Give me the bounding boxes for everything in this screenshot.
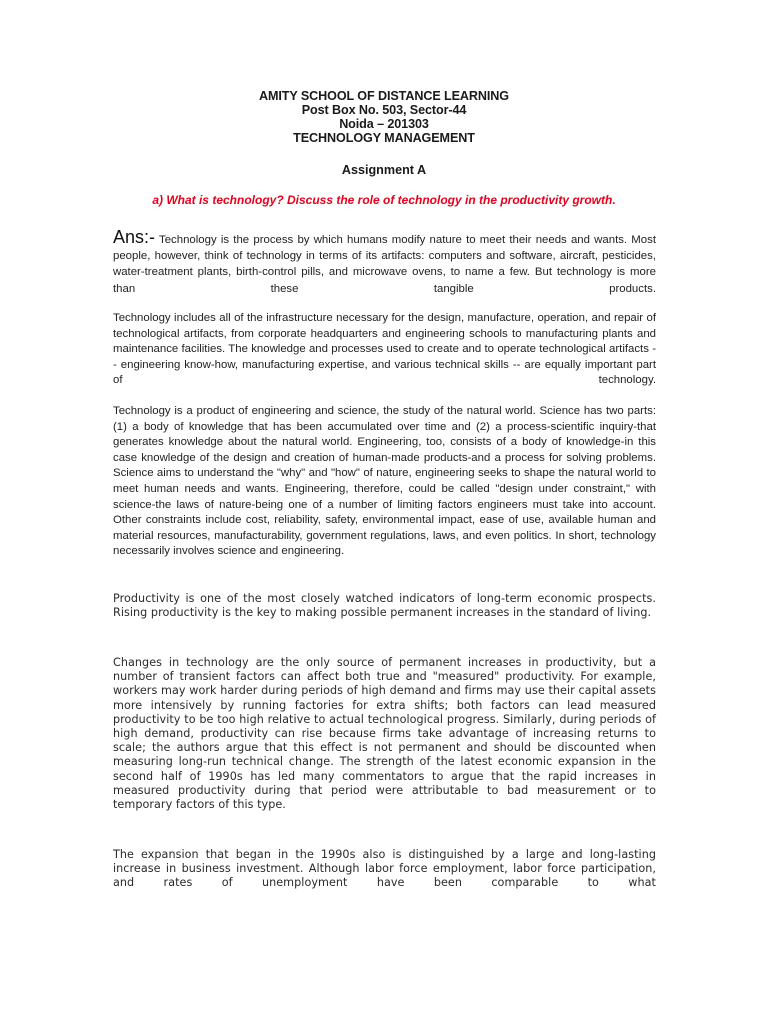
school-name: AMITY SCHOOL OF DISTANCE LEARNING (259, 89, 509, 103)
school-city: Noida – 201303 (339, 117, 429, 131)
assignment-title: Assignment A (341, 163, 427, 177)
answer-paragraph-5: Changes in technology are the only source of permanent increases in productivity, but a number of transient factors can affect both true and "measured" productivity. For example, workers may work harder during periods of high demand and firms may use their capital assets more intensively by running factories for extra shifts; both factors can lead measured productivity to be too high relative to actual technological progress. Similarly, during periods of high demand, productivity can rise because firms take advantage of increasing returns to scale; the authors argue that this effect is not permanent and should be discounted when measuring long-run technical change. The strength of the latest economic expansion in the second half of 1990s has led many commentators to argue that the rapid increases in measured productivity during that period were attributable to bad measurement or to temporary factors of this type. (113, 656, 656, 812)
answer-paragraph-2: Technology includes all of the infrastructure necessary for the design, manufacture, operation, and repair of technological artifacts, from corporate headquarters and engineering schools to manufacturing plants and maintenance facilities. The knowledge and processes used to create and to operate technological artifacts -- engineering know-how, manufacturing expertise, and various technical skills -- are equally important part of technology. (113, 312, 656, 387)
question-text: a) What is technology? Discuss the role of technology in the productivity growth. (152, 193, 616, 207)
answer-label: Ans:- (113, 227, 156, 247)
answer-paragraph-1-text: Technology is the process by which humans modify nature to meet their needs and wants. Most people, however, think of technology in terms of its artifacts: computers and software, aircraft, pesticides, water-treatment plants, birth-control pills, and microwave ovens, to name a few. But technology is more than these tangible products. (113, 234, 656, 295)
document-header (0, 89, 768, 145)
answer-paragraph-4: Productivity is one of the most closely watched indicators of long-term economic prospects. Rising productivity is the key to making possible permanent increases in the standard of living. (113, 592, 656, 620)
answer-paragraph-1 (113, 229, 656, 297)
answer-paragraph-3: Technology is a product of engineering and science, the study of the natural world. Science has two parts: (1) a body of knowledge that has been accumulated over time and (2) a process-scientific inquiry-that generates knowledge about the natural world. Engineering, too, consists of a body of knowledge-in this case knowledge of the design and creation of human-made products-and a process for solving problems. Science aims to understand the "why" and "how" of nature, engineering seeks to shape the natural world to meet human needs and wants. Engineering, therefore, could be called "design under constraint," with science-the laws of nature-being one of a number of limiting factors engineers must take into account. Other constraints include cost, reliability, safety, environmental impact, ease of use, available human and material resources, manufacturability, government regulations, laws, and even politics. In short, technology necessarily involves science and engineering. (113, 405, 656, 558)
answer-paragraph-6: The expansion that began in the 1990s also is distinguished by a large and long-lasting increase in business investment. Although labor force employment, labor force participation, and rates of unemployment have been comparable to what (113, 848, 656, 890)
course-title: TECHNOLOGY MANAGEMENT (293, 131, 475, 145)
school-address: Post Box No. 503, Sector-44 (301, 103, 467, 117)
